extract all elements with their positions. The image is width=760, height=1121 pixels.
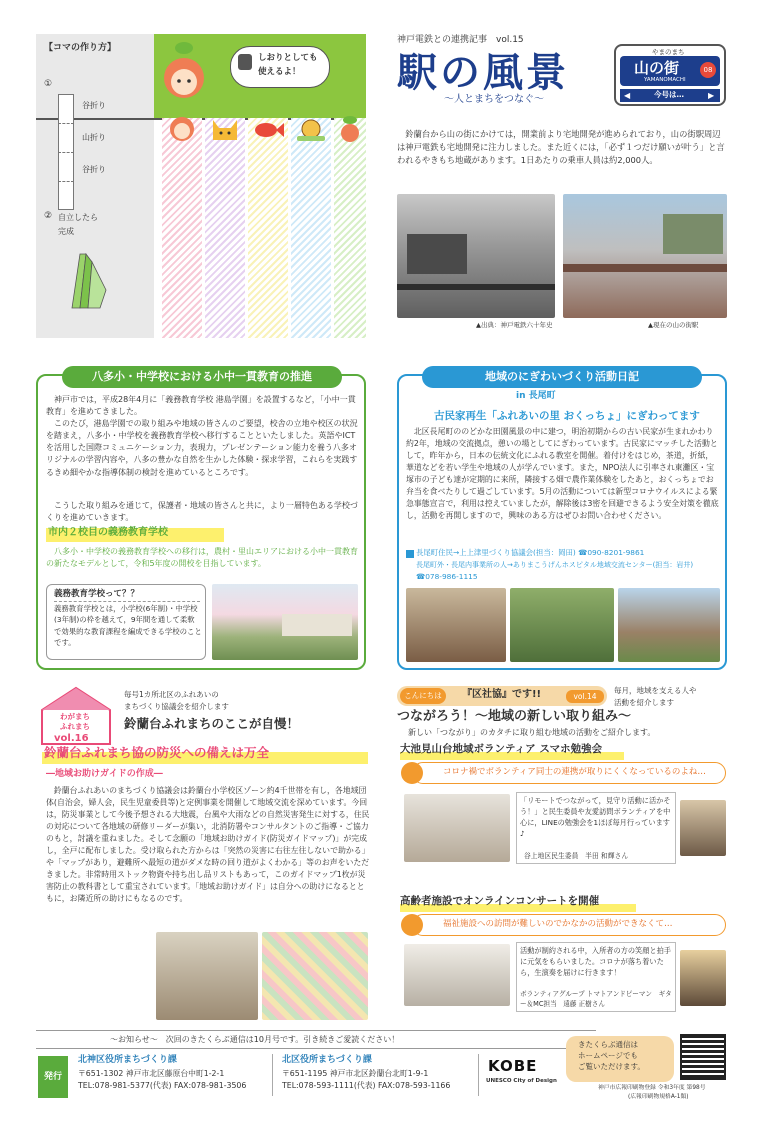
nigiwai-location: in 長尾町	[516, 391, 556, 401]
kushakyo-heading-2: 高齢者施設でオンラインコンサートを開催	[400, 895, 600, 907]
book-icon	[238, 54, 252, 70]
sign-number: 08	[700, 62, 716, 78]
issuer-badge: 発行	[38, 1056, 68, 1098]
nigiwai-photo-3	[618, 588, 720, 662]
standing-bookmark-illustration	[66, 250, 116, 310]
online-concert-photo	[404, 944, 510, 1006]
furemachi-intro-1: 毎号1カ所北区のふれあいの	[124, 690, 219, 699]
handa-portrait	[680, 800, 726, 856]
nigiwai-photo-1	[406, 588, 506, 662]
web-notice-1: きたくらぶ通信は	[578, 1040, 638, 1049]
bubble-1-text: コロナ禍でボランティア同士の連携が取りにくくなっているのよね…	[443, 767, 706, 777]
fold-valley-1: 谷折り	[82, 101, 106, 110]
sign-arrow-left-icon: ◀	[624, 91, 631, 100]
bubble-line-2: 使えるよ！	[258, 67, 301, 77]
fold-valley-2: 谷折り	[82, 165, 106, 174]
bookmark-title: 【コマの作り方】	[44, 43, 117, 53]
station-title: 駅の風景	[397, 49, 569, 96]
nigiwai-contact-3: ☎078-986-1115	[416, 572, 478, 581]
sign-romaji: YAMANOMACHI	[644, 77, 686, 83]
sign-name: 山の街	[634, 59, 680, 77]
photo-caption-2: ▲現在の山の街駅	[648, 321, 699, 329]
contact-marker-icon	[406, 550, 414, 558]
qr-code-icon[interactable]	[680, 1034, 726, 1080]
stripe-green	[334, 118, 366, 338]
furemachi-title: 鈴蘭台ふれまちのここが自慢！	[124, 716, 300, 731]
org-1-name: 北神区役所まちづくり課	[78, 1055, 177, 1065]
qa-title: 義務教育学校って？？	[54, 589, 140, 599]
nigiwai-subheading: 古民家再生「ふれあいの里 おくっちょ」にぎわってます	[434, 410, 700, 422]
stand-text: 自立したら	[58, 213, 98, 222]
kushakyo-tag: こんにちは	[400, 688, 446, 704]
speech-bubble-2	[412, 914, 726, 936]
logo-vol: vol.16	[54, 733, 89, 744]
photo-caption-1: ▲出典：神戸電鉄六十年史	[476, 321, 553, 329]
kushakyo-lead: 新しい「つながり」のカタチに取り組む地域の活動をご紹介します。	[408, 728, 656, 737]
done-text: 完成	[58, 227, 74, 236]
org-1-tel: TEL:078-981-5377(代表) FAX:078-981-3506	[78, 1081, 247, 1090]
bubble-line-1: しおりとしても	[258, 53, 318, 63]
kobe-logo-sub: UNESCO City of Design	[486, 1078, 557, 1084]
quote-2-by: ボランティアグループ トマトアンドピーマン ギター＆MC担当 遠藤 正樹さん	[520, 990, 672, 1009]
nigiwai-header: 地域のにぎわいづくり活動日記	[422, 366, 702, 388]
kushakyo-vol: vol.14	[566, 690, 604, 703]
furemachi-intro-2: まちづくり協議会を紹介します	[124, 702, 229, 711]
sprout-icon	[334, 114, 366, 144]
furemachi-subheading: ―地域お助けガイドの作成―	[46, 769, 163, 779]
station-body: 鈴蘭台から山の街にかけては，開業前より宅地開発が進められており，山の街駅周辺は神戸電鉄も宅地開発に注力しました。また近くには，「必ず１つだけ願いが叶う」と言われるやきもち地蔵があります。1日あたりの乗車人員は約2,000人。	[397, 129, 725, 165]
smartphone-class-photo	[404, 794, 510, 862]
kushakyo-intro-1: 毎月，地域を支える人や	[614, 686, 697, 695]
logo-text-2: ふれまち	[60, 722, 90, 731]
station-subtitle: 〜人とまちをつなぐ〜	[444, 94, 544, 105]
endo-portrait	[680, 950, 726, 1006]
print-registration-2: (広報印刷物規格A-1類)	[628, 1094, 689, 1100]
org-1-address: 〒651-1302 神戸市北区藤原台中町1-2-1	[78, 1069, 225, 1078]
sign-today: 今号は…	[654, 90, 684, 99]
stripe-pink	[162, 118, 202, 338]
furemachi-body-text: 鈴蘭台ふれあいのまちづくり協議会は鈴蘭台小学校区ゾーン約4千世帯を有し，各地域団体(自治会，婦人会，民生児童委員等)と定例事業を開催して地域交流を深めています。今回は，防災事業として今後予想される大地震，台風や大雨などの自然災害発生に対する，住民の対応について各地域の研修リーダーが集い，北消防署やコンサルタントのご指導・ご協力のもと，討議を重ねました。そして念願の「地域お助けガイド(防災ガイドマップ)」が完成し，全戸に配布しました。受け取られた方からは「突然の災害に右往左往しないで助かる」や「マップがあり，避難所へ最短の道がダメな時の回り道がよくわかる」等のお声をいただきました。非常時用ストック物資や持ち出し品リストもあって，このガイドマップ1枚が災害防止の教科書として重宝されています。「地域お助けガイド」は自分への助けになるとともに，お隣近所の助けにもなるのです。	[46, 786, 370, 904]
stripe-blue	[291, 118, 331, 338]
cat-icon	[207, 114, 243, 144]
speech-bubble-1	[412, 762, 726, 784]
old-station-photo	[397, 194, 555, 318]
girl-character-icon	[162, 38, 206, 112]
quote-2: 活動が制約される中，入所者の方の笑顔と拍手に元気をもらいました。コロナが落ち着いたら，生演奏を届けに行きます！	[520, 946, 671, 977]
nigiwai-body: 北区長尾町ののどかな田園風景の中に建つ，明治初期からの古い民家が生まれかわり約2年，地域の交流拠点，憩いの場としてにぎわっています。古民家にマッチした活動として，昨年から，日本の伝統文化にふれる教室を開催。着付けをはじめ，茶道，折紙，華道などを若い学生や地域の人が学んでいます。また，NPO法人に引率され東灘区・宝塚市の子ども達が定期的に来所，隣接する畑で農作業体験をしたあと，おくっちょでお弁当を食べたりして過ごしています。5月の活動については新型コロナウイルスによる緊急事態宣言で，利用は控えていましたが，解除後は3密を回避できるよう安全対策を徹底し，活動を再開しますので，興味のある方はぜひお問い合わせください。	[406, 427, 719, 521]
sign-arrow-right-icon: ▶	[708, 91, 715, 100]
fish-icon	[250, 114, 286, 144]
bubble-2-text: 福祉施設への訪問が難しいのでかなかの活動ができなくて…	[443, 919, 673, 929]
snail-icon	[293, 114, 329, 144]
step-1: ①	[44, 79, 53, 89]
logo-text-1: わがまち	[60, 712, 90, 721]
step-2: ②	[44, 211, 53, 221]
girl-mini-icon	[164, 112, 200, 142]
stripe-purple	[205, 118, 245, 338]
furemachi-headline: 鈴蘭台ふれまち協の防災への備えは万全	[44, 745, 270, 760]
quote-1: 「リモートでつながって，見守り活動に活かそう！」と民生委員や友愛訪問ボランティアを中心に，LINEの勉強会を1ほぼ毎月行っています♪	[520, 796, 671, 838]
bookmark-section	[36, 34, 366, 338]
guide-map-image	[262, 932, 368, 1020]
nigiwai-contact-1: 長尾町住民→上上津里づくり協議会(担当：岡田) ☎090-8201-9861	[416, 548, 645, 557]
stripe-yellow	[248, 118, 288, 338]
school-para-2: このたび，港島学園での取り組みや地域の皆さんのご要望，校舎の立地や校区の状況を踏まえ，八多小・中学校を義務教育学校へ移行することといたしました。英語やICTを活用した国際コミュニケーション力，表現力，プレゼンテーション能力を養う八多オリジナルの学習内容や，八多の豊かな自然を生かした体験・探求学習，これらを実践するきめ細やかな指導体制の検討を進めているところです。	[46, 419, 358, 477]
station-sign	[614, 44, 726, 106]
school-para-4: 八多小・中学校の義務教育学校への移行は，農村・里山エリアにおける小中一貫教育の新たなモデルとして，令和5年度の開校を目指しています。	[46, 547, 358, 569]
nigiwai-photo-2	[510, 588, 614, 662]
kushakyo-title: 『区社協』です!!	[462, 689, 542, 700]
furemachi-photo	[156, 932, 258, 1020]
sign-ruby: やまのまち	[652, 48, 685, 56]
quote-1-by: 谷上地区民生委員 半田 和輝さん	[524, 852, 629, 860]
kushakyo-intro-2: 活動を紹介します	[614, 698, 674, 707]
kushakyo-headline: つながろう！〜地域の新しい取り組み〜	[397, 709, 632, 724]
footer-notice: 〜お知らせ〜 次回のきたくらぶ通信は10月号です。引き続きご愛読ください！	[110, 1035, 400, 1044]
school-para-1: 神戸市では，平成28年4月に「義務教育学校 港島学園」を設置するなど，「小中一貫教育」を進めてきました。	[46, 395, 356, 417]
school-header: 八多小・中学校における小中一貫教育の推進	[62, 366, 342, 388]
web-notice-2: ホームページでも	[578, 1051, 638, 1060]
current-station-photo	[563, 194, 727, 318]
school-photo	[212, 584, 358, 660]
qa-body: 義務教育学校とは，小学校(6年制)・中学校(3年制)の枠を越えて，9年間を通して柔軟で効果的な教育課程を編成できる学校のことです。	[54, 604, 202, 647]
school-para-3: こうした取り組みを通じて，保護者・地域の皆さんと共に，より一層特色ある学校づくりを進めていきます。	[46, 501, 358, 523]
org-2-name: 北区役所まちづくり課	[282, 1055, 372, 1065]
nigiwai-contact-2: 長尾町外・長尾内事業所の人→ありまこうげんホスピタル地域交流センター(担当：岩井)	[416, 561, 694, 569]
school-subheading: 市内２校目の義務教育学校	[48, 527, 168, 538]
kushakyo-heading-1: 大池見山台地域ボランティア スマホ勉強会	[400, 743, 603, 755]
kobe-logo: KOBE	[488, 1057, 538, 1075]
fold-mountain: 山折り	[82, 133, 106, 142]
org-2-address: 〒651-1195 神戸市北区鈴蘭台北町1-9-1	[282, 1069, 429, 1078]
org-2-tel: TEL:078-593-1111(代表) FAX:078-593-1166	[282, 1081, 451, 1090]
web-notice-3: ご覧いただけます。	[578, 1062, 645, 1071]
print-registration-1: 神戸市広報印刷物登録 令和3年度 第98号	[598, 1085, 706, 1091]
station-kicker: 神戸電鉄との連携記事 vol.15	[397, 35, 524, 45]
